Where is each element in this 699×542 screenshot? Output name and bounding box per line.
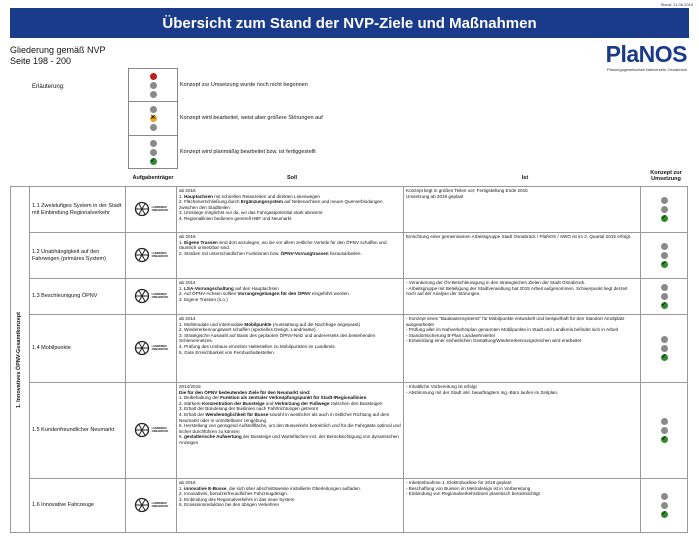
status-green-check-icon: ✓	[150, 157, 156, 164]
status-green-check-icon: ✓	[661, 511, 667, 517]
status-grey-icon	[661, 493, 668, 500]
status-grey-icon	[150, 82, 157, 89]
topic-cell: 1.4 Mobilpunkte	[30, 315, 126, 383]
landkreis-osnabrueck-emblem	[134, 201, 169, 217]
status-grey-icon	[661, 284, 668, 291]
topic-cell: 1.6 Innovative Fahrzeuge	[30, 479, 126, 533]
col-header-aufgabentraeger: Aufgabenträger	[132, 175, 174, 181]
ist-line: - Inhaltliche Vorbereitung ist erfolgt	[406, 384, 477, 389]
soll-line: 1. Multimodale und intermodale Mobilpunkte (Ausstattung auf die Nachfrage angepasst)	[179, 321, 361, 327]
emblem-line2: OSNABRÜCK	[151, 208, 169, 212]
soll-line: 2. Straßen mit unterschiedlichen Funktionen bzw. ÖPNV-Vorrangtrassen herausarbeiten.	[179, 250, 362, 256]
legend-not-started	[128, 68, 178, 102]
topic-cell: 1.5 Kundenfreundlicher Neumarkt	[30, 383, 126, 479]
seite-label: Seite 198 - 200	[10, 56, 72, 66]
soll-line: Die für den ÖPNV bedeutenden Ziele für den Neumarkt sind:	[179, 389, 311, 395]
ist-cell	[404, 383, 641, 479]
aufgabentraeger-cell	[126, 479, 177, 533]
soll-line: 4. Regionallinien bedienen generell HBF und Neumarkt	[179, 215, 292, 221]
soll-line: ab 2016	[179, 234, 196, 239]
ist-line: Einrichtung einer gemeinsamen Arbeitsgruppe Stadt Osnabrück / PlaNOS / SWO ist im 2. Quartal 2015 erfolgt.	[406, 234, 632, 239]
status-grey-icon	[150, 140, 157, 147]
landkreis-osnabrueck-emblem	[134, 497, 169, 513]
soll-cell	[177, 479, 404, 533]
legend-text-1: Konzept zur Umsetzung wurde noch nicht begonnen	[180, 82, 308, 88]
ist-line: - Verankerung der ÖV-Beschleunigung in den strategischen Zielen der Stadt Osnabrück.	[406, 280, 586, 285]
soll-cell	[177, 383, 404, 479]
emblem-line1: LANDKREIS	[151, 292, 167, 296]
ist-line: - Beschaffung von Bussen im Metrodesign ist in Vorbereitung	[406, 485, 531, 491]
status-grey-icon	[661, 427, 668, 434]
status-grey-icon	[661, 206, 668, 213]
legend-disrupted	[128, 101, 178, 136]
status-cell	[641, 479, 688, 533]
emblem-line1: LANDKREIS	[151, 251, 167, 255]
logo-pla: Pla	[605, 41, 639, 67]
status-grey-icon	[661, 418, 668, 425]
aufgabentraeger-cell	[126, 187, 177, 233]
aufgabentraeger-cell	[126, 315, 177, 383]
ist-line: - Abstimmung mit der Stadt inkl. beauftragtem Ing.-Büro laufen im Zeitplan.	[406, 389, 559, 395]
status-cell	[641, 315, 688, 383]
status-grey-icon	[661, 197, 668, 204]
status-traffic-light	[643, 336, 685, 361]
soll-cell	[177, 233, 404, 279]
soll-line: 4. Erhalt der Wendemöglichkeit für Busse sowohl in westlicher als auch in östlicher Richtung auf dem Neumarkt oder in unmittelbarer Umgebung	[179, 411, 390, 423]
status-grey-icon	[661, 252, 668, 259]
soll-line: 2014/2015	[179, 384, 201, 389]
ist-line: - Entwicklung einer einheitlichen Gestaltung/Wiedererkennungszeichen wird erarbeitet	[406, 338, 582, 344]
soll-line: ab 2016	[179, 188, 196, 193]
table-row	[11, 479, 688, 533]
status-yellow-x-icon: ✕	[150, 115, 156, 121]
soll-line: 3. Strategische Auswahl auf Basis des geplanten ÖPNV-Netz und andererseits des bestehenden Schienennetzes.	[179, 332, 376, 344]
emblem-line1: LANDKREIS	[151, 205, 167, 209]
status-cell	[641, 233, 688, 279]
status-green-check-icon: ✓	[661, 436, 667, 442]
status-cell	[641, 383, 688, 479]
soll-line: 6. gestalterische Aufwertung der Bussteige und Warteflächen incl. der Berücksichtigung von dynamischen Anzeigen	[179, 434, 399, 445]
status-traffic-light	[643, 243, 685, 268]
ist-line: - Einbindung von Regionalverkehrslinien planerisch berücksichtigt	[406, 491, 540, 497]
soll-line: ab 2016	[179, 480, 196, 485]
emblem-line1: LANDKREIS	[151, 344, 167, 348]
topic-cell: 1.1 Zweistufiges System in der Stadt mit Einbindung Regionalverkehr	[30, 187, 126, 233]
soll-line: 5. Emissionsreduktion bei den übrigen Verkehren	[179, 502, 280, 508]
status-grey-icon	[661, 336, 668, 343]
status-grey-icon	[661, 345, 668, 352]
soll-line: 2. Flächenerschließung durch Ergänzungssystem auf Nebenachsen und neuen Querverbindungen zwischen den Stadtteilen	[179, 199, 383, 210]
landkreis-osnabrueck-emblem	[134, 340, 169, 356]
legend-label: Erläuterung:	[32, 84, 65, 90]
status-grey-icon	[150, 106, 157, 113]
soll-line: 1. LSA-Vorrangschaltung auf den Hauptachsen	[179, 285, 279, 291]
table-row	[11, 187, 688, 233]
ist-line: Umsetzung ab 2019 geplant	[406, 193, 464, 199]
soll-cell	[177, 187, 404, 233]
ist-cell	[404, 187, 641, 233]
wheel-emblem-icon	[134, 497, 150, 513]
soll-line: 1. Hauptachsen mit schnellen Reisezeiten und direkten Linienwegen	[179, 193, 320, 199]
gliederung-label: Gliederung gemäß NVP	[10, 45, 106, 55]
table-row	[11, 383, 688, 479]
status-traffic-light	[643, 418, 685, 443]
ist-line: - Konzept eines "Baukastensystems" für Mobilpunkte entwickelt und beispielhaft für den Standort Arndtplatz ausgearbeitet	[406, 316, 625, 327]
table-row	[11, 279, 688, 315]
topic-cell: 1.2 Unabhängigkeit auf den Fahrwegen (primäres System)	[30, 233, 126, 279]
ist-cell	[404, 479, 641, 533]
ist-line: - Prüfung aller im Nahverkehrsplan genannten Mobilpunkte in Stadt und Landkreis befindet sich in Arbeit	[406, 327, 618, 333]
ist-line: Konzept liegt in großen Teilen vor; Fertigstellung Ende 2016	[406, 188, 528, 193]
aufgabentraeger-cell	[126, 233, 177, 279]
status-traffic-light	[643, 493, 685, 518]
soll-line: ab 2014	[179, 280, 196, 285]
legend-on-track	[128, 135, 178, 169]
soll-line: 2. Auf ÖPNV-Achsen sollten Vorrangregelungen für den ÖPNV eingeführt werden.	[179, 291, 350, 297]
table-row	[11, 315, 688, 383]
col-header-status: Konzept zur Umsetzung	[650, 170, 682, 182]
soll-cell	[177, 279, 404, 315]
logo-nos: NOS	[638, 41, 687, 67]
emblem-line2: OSNABRÜCK	[151, 429, 169, 433]
planos-logo	[606, 42, 687, 72]
legend-text-3: Konzept wird planmäßig bearbeitet bzw. ist fertiggestellt	[180, 149, 316, 155]
ist-cell	[404, 315, 641, 383]
soll-line: 2. Wiedererkennungswert schaffen (spezielles Design, Landmarke).	[179, 327, 317, 333]
soll-line: 3. Erhalt der Bündelung der Buslinien nach Fahrtrichtungen getrennt	[179, 406, 318, 412]
landkreis-osnabrueck-emblem	[134, 422, 169, 438]
status-green-check-icon: ✓	[661, 302, 667, 308]
page-title: Übersicht zum Stand der NVP-Ziele und Maßnahmen	[10, 8, 689, 38]
nvp-table	[10, 186, 688, 533]
wheel-emblem-icon	[134, 288, 150, 304]
status-grey-icon	[661, 502, 668, 509]
soll-line: 3. Einbindung des Regionalverkehrs in das neue System	[179, 496, 295, 502]
aufgabentraeger-cell	[126, 279, 177, 315]
emblem-line1: LANDKREIS	[151, 426, 167, 430]
col-header-ist: Ist	[521, 175, 529, 181]
emblem-line2: OSNABRÜCK	[151, 254, 169, 258]
ist-line: - Inbetriebnahme 1. Elektrobuslinie für 2018 geplant	[406, 480, 512, 485]
gliederung	[10, 45, 106, 67]
ist-line: - Standortsicherung B-Plan Landwehrviertel	[406, 332, 495, 338]
col-header-soll: Soll	[286, 175, 298, 181]
ist-cell	[404, 279, 641, 315]
soll-line: ab 2014	[179, 316, 196, 321]
soll-line: 4. Prüfung des Umbaus einzelner Haltestellen zu Mobilpunkten im Landkreis.	[179, 343, 336, 349]
section-cell	[11, 187, 30, 533]
status-grey-icon	[150, 149, 157, 156]
status-grey-icon	[150, 124, 157, 131]
emblem-line1: LANDKREIS	[151, 501, 167, 505]
wheel-emblem-icon	[134, 422, 150, 438]
wheel-emblem-icon	[134, 340, 150, 356]
soll-line: 2. Innovatives, benutzerfreundliches Fahrzeugdesign.	[179, 491, 289, 497]
ist-line: - Arbeitsgruppe mit Beteiligung der Stadtverwaltung hat 2015 Arbeit aufgenommen. Schwerpunkt liegt derzeit noch auf der Analyse der Störungen.	[406, 285, 628, 297]
status-green-check-icon: ✓	[661, 354, 667, 360]
status-cell	[641, 187, 688, 233]
table-row	[11, 233, 688, 279]
soll-line: 1. Beibehaltung der Funktion als zentraler Verknüpfungspunkt für Stadt-/Regionallinien	[179, 395, 367, 401]
soll-line: 3. Umstiege möglichst nur da, wo das Fahrgastpotential stark abnimmt	[179, 210, 323, 216]
stand-date: Stand: 11.06.2015	[660, 2, 693, 7]
soll-line: 1. innovative E-Busse, die sich über abschnittsweise installierte Oberleitungen aufladen.	[179, 485, 362, 491]
soll-cell	[177, 315, 404, 383]
status-traffic-light	[643, 197, 685, 222]
soll-line: 5. Gute Erreichbarkeit von Fernbushaltestellen.	[179, 349, 276, 355]
wheel-emblem-icon	[134, 201, 150, 217]
aufgabentraeger-cell	[126, 383, 177, 479]
soll-line: 2. stärkere Konzentration der Bussteige und Verkürzung der Fußwege zwischen den Bussteigen	[179, 400, 383, 406]
status-traffic-light	[643, 284, 685, 309]
soll-line: 5. Herstellung von genügend Aufstellfläche, um den Busverkehr betrieblich und für die Fahrgäste optimal und sicher durchführen zu können	[179, 423, 401, 434]
section-label: 1. Innovatives ÖPNV-Gesamtkonzept	[16, 311, 23, 408]
emblem-line2: OSNABRÜCK	[151, 295, 169, 299]
soll-line: 1. Eigene Trassen sind dort anzulegen, wo sie vor allem zeitliche Vorteile für den ÖPNV schaffen und räumlich umsetzbar sind.	[179, 239, 387, 251]
status-grey-icon	[150, 91, 157, 98]
topic-cell: 1.3 Beschleunigung ÖPNV	[30, 279, 126, 315]
status-red-icon	[150, 73, 157, 80]
status-grey-icon	[661, 293, 668, 300]
status-cell	[641, 279, 688, 315]
landkreis-osnabrueck-emblem	[134, 247, 169, 263]
status-green-check-icon: ✓	[661, 261, 667, 267]
legend-text-2: Konzept wird bearbeitet, weist aber größere Störungen auf	[180, 115, 323, 121]
landkreis-osnabrueck-emblem	[134, 288, 169, 304]
status-grey-icon	[661, 243, 668, 250]
ist-cell	[404, 233, 641, 279]
logo-subtitle: Planungsgesellschaft Nahverkehr Osnabrück	[606, 67, 687, 72]
wheel-emblem-icon	[134, 247, 150, 263]
soll-line: 3. Eigene Trassen (s.o.)	[179, 296, 228, 302]
status-green-check-icon: ✓	[661, 215, 667, 221]
emblem-line2: OSNABRÜCK	[151, 347, 169, 351]
emblem-line2: OSNABRÜCK	[151, 504, 169, 508]
